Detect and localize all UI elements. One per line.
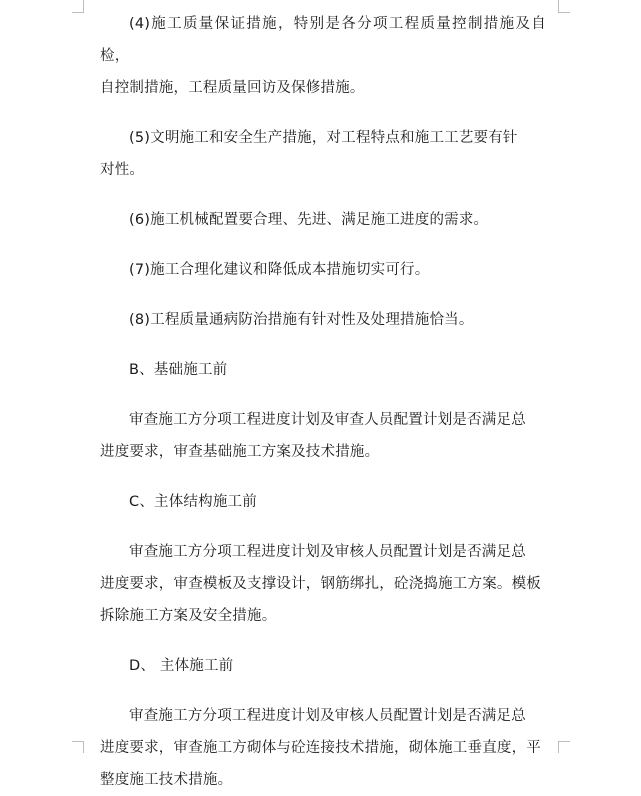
- crop-mark-top-right-h: [558, 12, 570, 13]
- text-line: 自控制措施，工程质量回访及保修措施。: [100, 80, 365, 96]
- text-line: 审查施工方分项工程进度计划及审核人员配置计划是否满足总: [129, 708, 526, 724]
- text-line: 审查施工方分项工程进度计划及审查人员配置计划是否满足总: [129, 412, 526, 428]
- paragraph-item-8: [100, 304, 546, 336]
- crop-mark-top-left-h: [72, 12, 84, 13]
- paragraph-item-7: [100, 254, 546, 286]
- paragraph-item-5: [100, 122, 546, 186]
- text-line: 进度要求，审查模板及支撑设计，钢筋绑扎，砼浇捣施工方案。模板: [100, 576, 541, 592]
- text-line: 审查施工方分项工程进度计划及审核人员配置计划是否满足总: [129, 544, 526, 560]
- crop-mark-bottom-right-v: [558, 741, 559, 753]
- text-line: B、基础施工前: [129, 362, 228, 378]
- text-line: (4)施工质量保证措施，特别是各分项工程质量控制措施及自检，: [100, 16, 546, 64]
- text-line: C、主体结构施工前: [129, 494, 257, 510]
- text-line: 整度施工技术措施。: [100, 772, 233, 788]
- paragraph-section-d: [100, 700, 546, 796]
- section-heading-d: [100, 650, 546, 682]
- text-line: D、 主体施工前: [129, 658, 234, 674]
- text-line: (8)工程质量通病防治措施有针对性及处理措施恰当。: [129, 312, 474, 328]
- text-line: (5)文明施工和安全生产措施，对工程特点和施工工艺要有针: [129, 130, 518, 146]
- document-body: [100, 8, 546, 796]
- text-line: 拆除施工方案及安全措施。: [100, 608, 277, 624]
- text-line: (6)施工机械配置要合理、先进、满足施工进度的需求。: [129, 212, 489, 228]
- paragraph-section-b: [100, 404, 546, 468]
- paragraph-section-c: [100, 536, 546, 632]
- text-line: 对性。: [100, 162, 145, 178]
- text-line: 进度要求，审查施工方砌体与砼连接技术措施，砌体施工垂直度，平: [100, 740, 541, 756]
- crop-mark-bottom-right-h: [558, 741, 570, 742]
- crop-mark-top-right-v: [558, 0, 559, 12]
- crop-mark-top-left-v: [83, 0, 84, 12]
- section-heading-b: [100, 354, 546, 386]
- section-heading-c: [100, 486, 546, 518]
- text-line: 进度要求，审查基础施工方案及技术措施。: [100, 444, 380, 460]
- paragraph-item-6: [100, 204, 546, 236]
- text-line: (7)施工合理化建议和降低成本措施切实可行。: [129, 262, 430, 278]
- paragraph-item-4: [100, 8, 546, 104]
